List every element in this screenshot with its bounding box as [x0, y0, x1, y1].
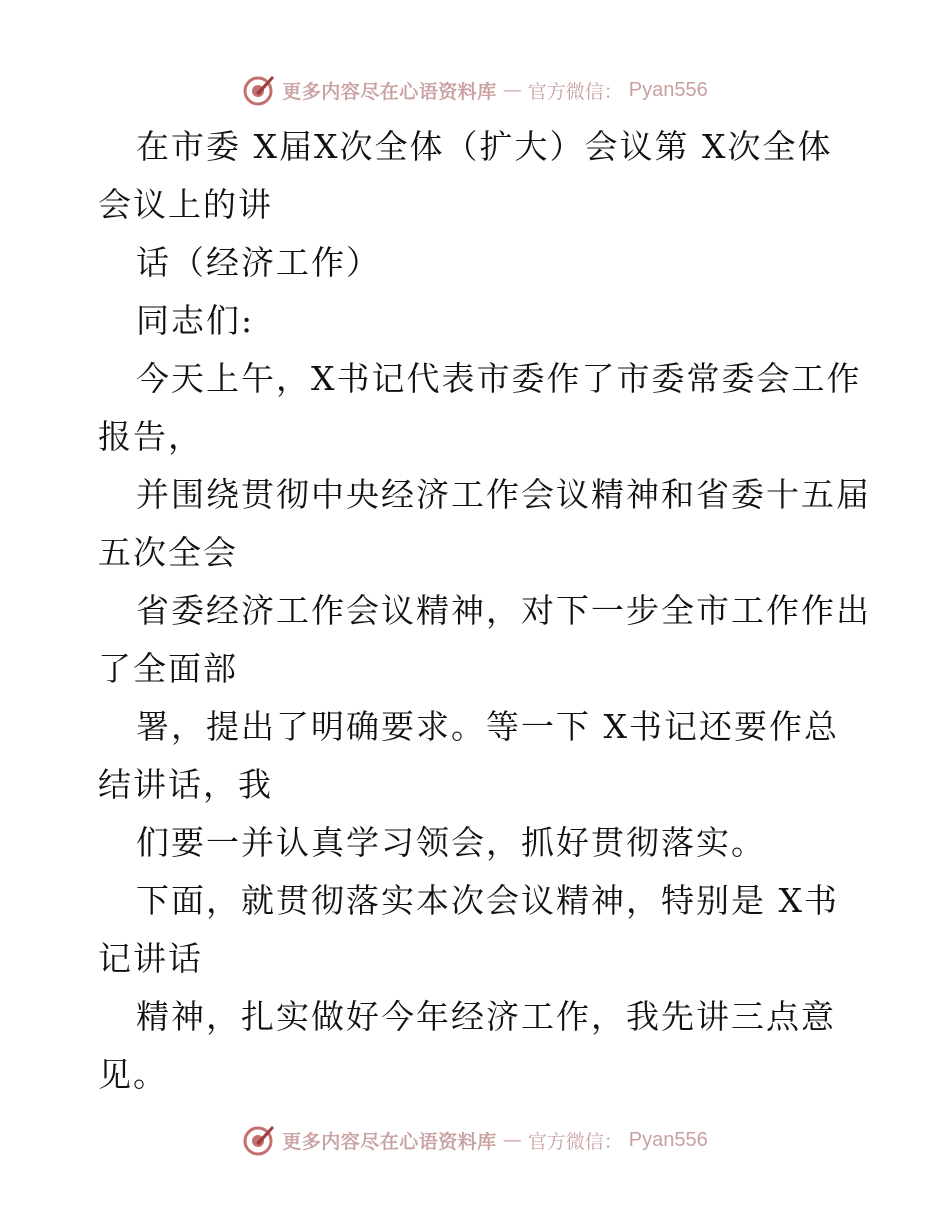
paragraph-line: 五次全会 — [98, 533, 238, 572]
paragraph-line: 了全面部 — [98, 649, 238, 688]
paragraph-line: 精神，扎实做好今年经济工作，我先讲三点意 — [136, 997, 836, 1036]
paragraph-line: 并围绕贯彻中央经济工作会议精神和省委十五届 — [136, 475, 871, 514]
document-body — [98, 118, 871, 1104]
quill-logo-icon — [242, 73, 276, 107]
paragraph-line: 署，提出了明确要求。等一下 X书记还要作总 — [136, 707, 839, 746]
watermark-wechat-label: 官方微信： — [527, 80, 623, 103]
header-watermark — [0, 70, 950, 110]
watermark-text: 更多内容尽在心语资料库 — [282, 1130, 497, 1153]
paragraph-line: 们要一并认真学习领会，抓好贯彻落实。 — [136, 823, 766, 862]
paragraph-line: 同志们: — [136, 301, 255, 340]
paragraph-line: 下面，就贯彻落实本次会议精神，特别是 X书 — [136, 881, 839, 920]
watermark-wechat-id: Pyan556 — [628, 1128, 708, 1151]
paragraph-line: 话（经济工作） — [136, 243, 381, 282]
paragraph-line: 省委经济工作会议精神，对下一步全市工作作出 — [136, 591, 871, 630]
paragraph-line: 见。 — [98, 1055, 168, 1094]
watermark-wechat-id: Pyan556 — [628, 78, 708, 101]
watermark-dash: — — [502, 79, 522, 101]
watermark-wechat-label: 官方微信： — [527, 1130, 623, 1153]
quill-logo-icon — [242, 1123, 276, 1157]
watermark-dash: — — [502, 1129, 522, 1151]
paragraph-line: 结讲话，我 — [98, 765, 273, 804]
paragraph-line: 报告， — [98, 417, 203, 456]
watermark-text: 更多内容尽在心语资料库 — [282, 80, 497, 103]
paragraph-line: 今天上午，X书记代表市委作了市委常委会工作 — [136, 359, 862, 398]
paragraph-line: 会议上的讲 — [98, 185, 273, 224]
paragraph-line: 在市委 X届X次全体（扩大）会议第 X次全体 — [136, 127, 833, 166]
footer-watermark — [0, 1120, 950, 1160]
paragraph-line: 记讲话 — [98, 939, 203, 978]
